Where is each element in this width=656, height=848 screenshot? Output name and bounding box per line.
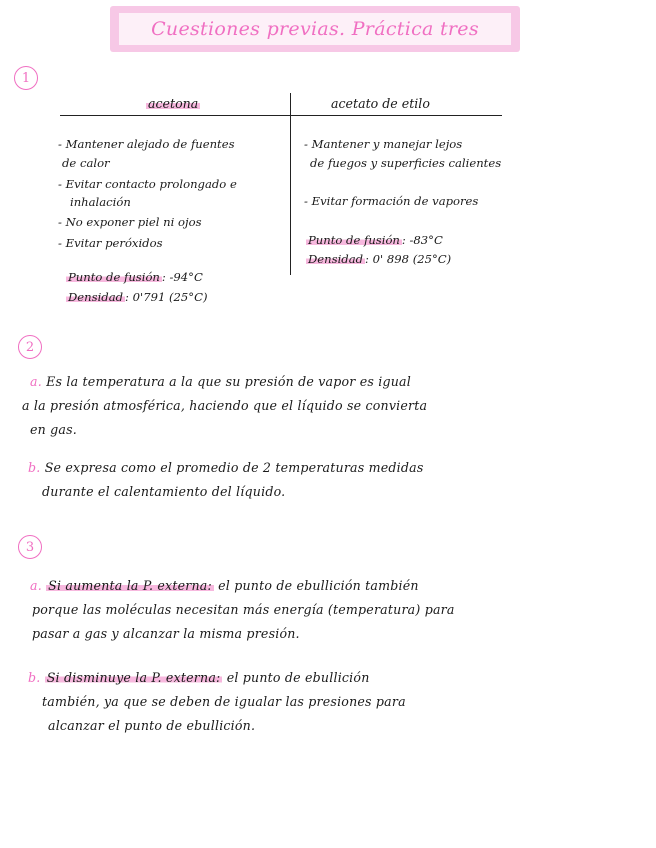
table-horizontal-line [60, 115, 502, 116]
acetato-item: - Mantener y manejar lejos [304, 137, 463, 151]
answer-3a-line: a. Si aumenta la P. externa: el punto de ebullición también [30, 578, 419, 593]
acetona-item: inhalación [70, 195, 131, 209]
answer-2b-line: durante el calentamiento del líquido. [42, 484, 286, 499]
column-header-acetona: acetona [148, 96, 199, 111]
answer-3b-line: alcanzar el punto de ebullición. [48, 718, 256, 733]
acetona-item: - No exponer piel ni ojos [58, 215, 202, 229]
answer-3b-line: también, ya que se deben de igualar las presiones para [42, 694, 406, 709]
question-number-2: 2 [18, 335, 42, 359]
answer-3b-line: b. Si disminuye la P. externa: el punto de ebullición [28, 670, 370, 685]
acetona-item: - Evitar peróxidos [58, 236, 163, 250]
column-header-acetato: acetato de etilo [331, 96, 430, 111]
page-title: Cuestiones previas. Práctica tres [119, 13, 511, 45]
question-number-3: 3 [18, 535, 42, 559]
table-vertical-line [290, 93, 291, 275]
title-banner [110, 6, 520, 52]
acetona-fusion: Punto de fusión : -94°C [68, 270, 203, 284]
answer-2a-line: en gas. [30, 422, 78, 437]
acetato-fusion: Punto de fusión : -83°C [308, 233, 443, 247]
acetona-item: - Mantener alejado de fuentes [58, 137, 235, 151]
acetona-item: - Evitar contacto prolongado e [58, 177, 237, 191]
answer-3a-line: porque las moléculas necesitan más energía (temperatura) para [32, 602, 455, 617]
answer-2a-line: a. Es la temperatura a la que su presión de vapor es igual [30, 374, 411, 389]
answer-3a-line: pasar a gas y alcanzar la misma presión. [32, 626, 300, 641]
question-number-1: 1 [14, 66, 38, 90]
acetato-item: de fuegos y superficies calientes [310, 156, 502, 170]
answer-2a-line: a la presión atmosférica, haciendo que el líquido se convierta [22, 398, 428, 413]
answer-2b-line: b. Se expresa como el promedio de 2 temperaturas medidas [28, 460, 424, 475]
acetona-item: de calor [62, 156, 110, 170]
acetona-density: Densidad : 0'791 (25°C) [68, 290, 208, 304]
acetato-item: - Evitar formación de vapores [304, 194, 479, 208]
acetato-density: Densidad : 0' 898 (25°C) [308, 252, 452, 266]
